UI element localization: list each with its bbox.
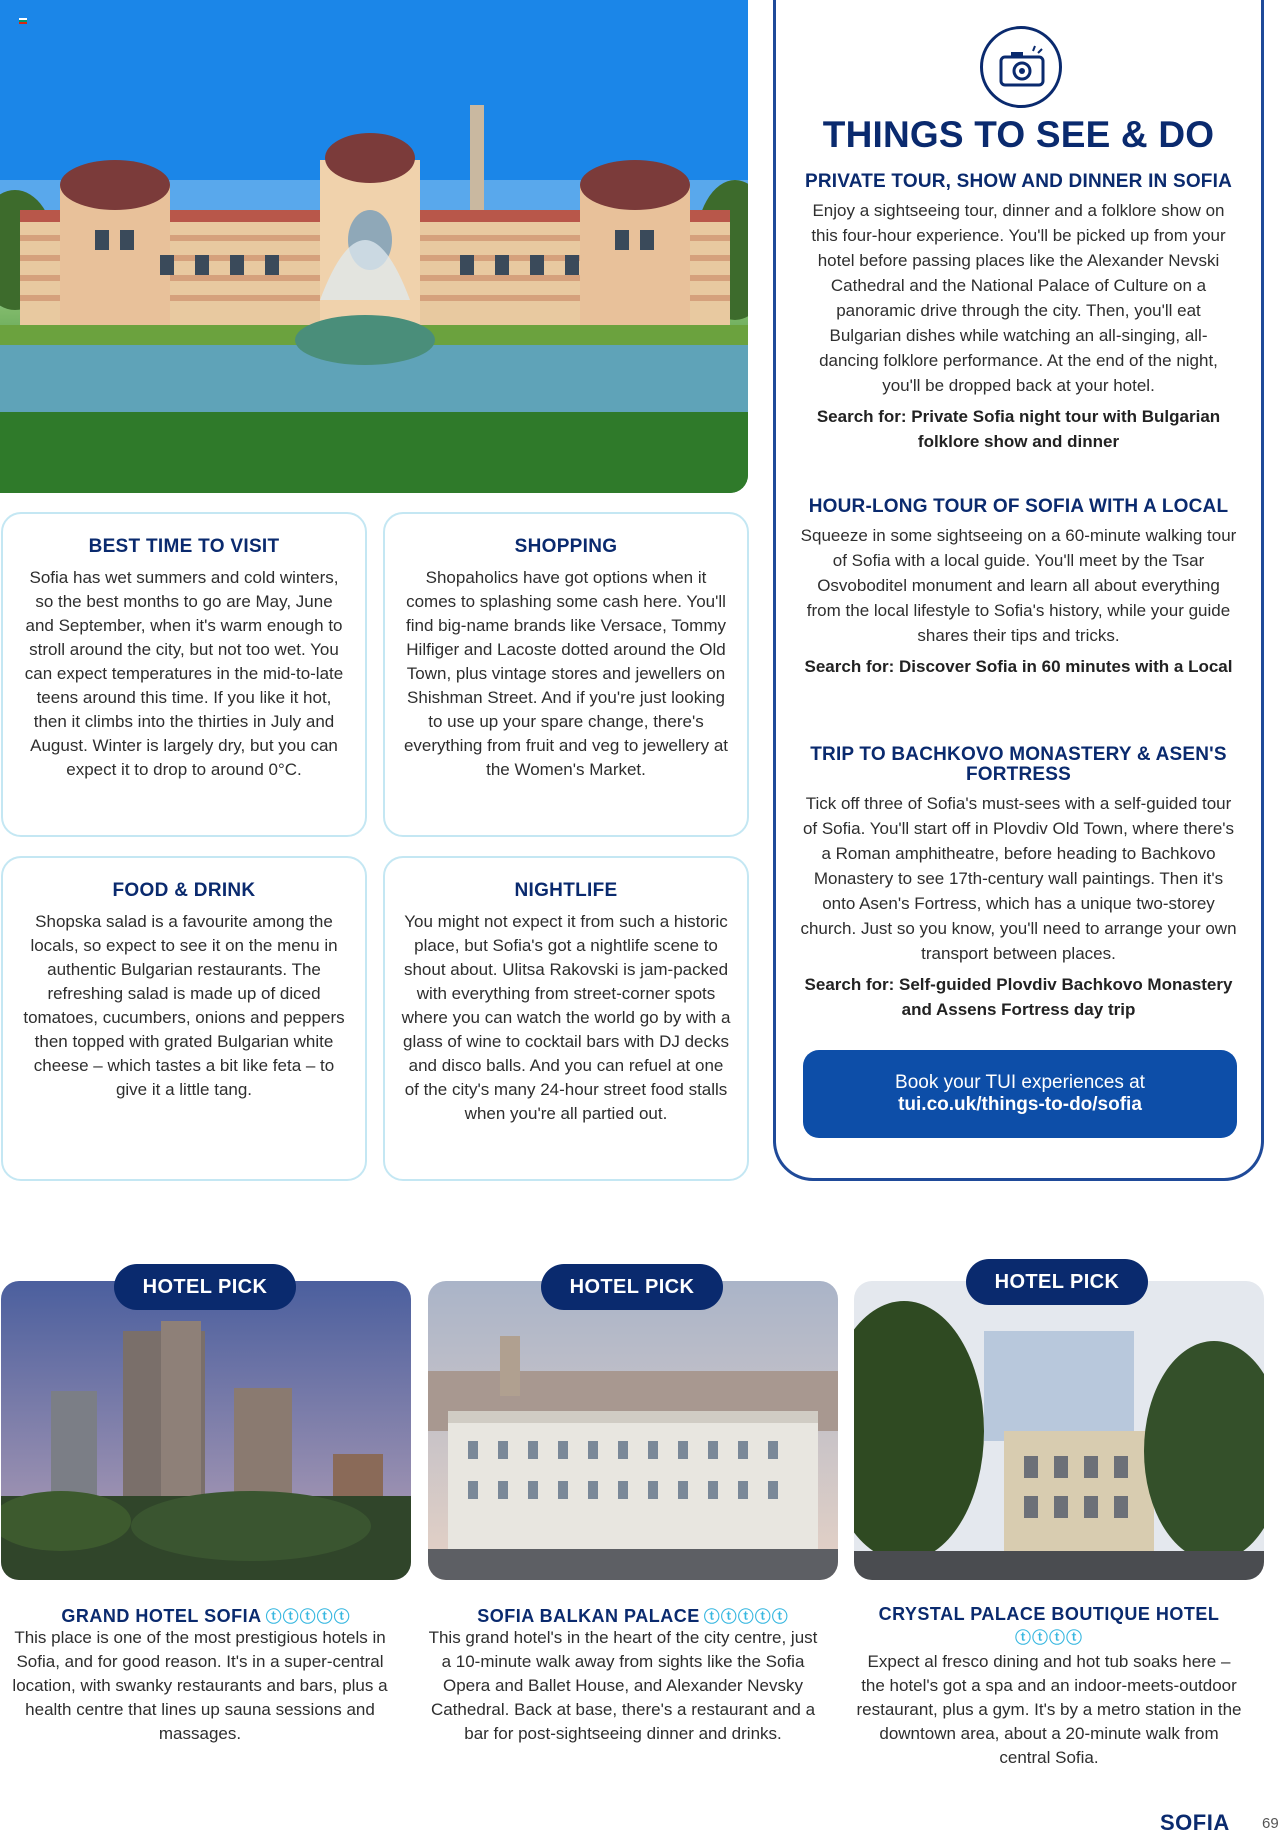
hotel-pick-badge: HOTEL PICK — [114, 1264, 296, 1310]
hero-photo-sofia-baths — [0, 0, 748, 493]
camera-icon — [980, 26, 1062, 108]
tui-rating-icon: ⓣⓣⓣⓣⓣ — [265, 1609, 351, 1626]
hotel-name-crystal-palace — [854, 1604, 1244, 1648]
card-title: SHOPPING — [514, 536, 618, 557]
card-nightlife — [383, 856, 749, 1181]
hotel-photo-crystal-palace — [854, 1281, 1264, 1580]
hotel-description: This place is one of the most prestigious hotels in Sofia, and for good reason. It's in a super-central location, with swanky restaurants and bars, plus a health centre that lines up sauna sessions and massages. — [12, 1628, 388, 1743]
card-title: FOOD & DRINK — [112, 880, 256, 901]
hotel-description: This grand hotel's in the heart of the city centre, just a 10-minute walk away from sights like the Sofia Opera and Ballet House, and Alexander Nevsky Cathedral. Back at base, there's a restaurant and a bar for post-sightseeing dinner and drinks. — [428, 1628, 818, 1743]
tui-rating-icon: ⓣⓣⓣⓣⓣ — [703, 1609, 789, 1626]
hotel-name-grand-hotel-sofia — [1, 1604, 411, 1627]
hotel-pick-badge: HOTEL PICK — [541, 1264, 723, 1310]
book-url-link[interactable]: tui.co.uk/things-to-do/sofia — [898, 1094, 1142, 1115]
card-text: Shopska salad is a favourite among the locals, so expect to see it on the menu in authentic Bulgarian restaurants. The refreshing salad is made up of diced tomatoes, cucumbers, onions and peppers then topped with grated Bulgarian white cheese – which tastes a bit like feta – to give it a little tang. — [23, 912, 345, 1099]
footer-section-title: SOFIA — [1160, 1810, 1230, 1835]
experience-body: Enjoy a sightseeing tour, dinner and a folklore show on this four-hour experience. You'll be picked up from your hotel before passing places like the Alexander Nevski Cathedral and the National Palace of Culture on a panoramic drive through the city. Then, you'll eat Bulgarian dishes while watching an all-singing, all-dancing folklore performance. At the end of the night, you'll be dropped back at your hotel. — [811, 201, 1226, 395]
book-label: Book your TUI experiences at — [895, 1072, 1145, 1093]
section-title: THINGS TO SEE & DO — [822, 114, 1215, 155]
experience-item — [800, 172, 1237, 454]
card-title: NIGHTLIFE — [514, 880, 618, 901]
hotel-name-text: GRAND HOTEL SOFIA — [61, 1606, 262, 1626]
book-experiences-button[interactable] — [803, 1050, 1237, 1138]
page-number: 69 — [1262, 1815, 1279, 1832]
card-text: Shopaholics have got options when it comes to splashing some cash here. You'll find big-name brands like Versace, Tommy Hilfiger and Lacoste dotted around the Old Town, plus vintage stores and jewellers on Shishman Street. And if you're just looking to use up your spare change, there's everything from fruit and veg to jewellery at the Women's Market. — [403, 568, 729, 779]
card-text: You might not expect it from such a historic place, but Sofia's got a nightlife scene to shout about. Ulitsa Rakovski is jam-packed with everything from street-corner spots where you can watch the world go by with a glass of wine to cocktail bars with DJ decks and disco balls. And you can refuel at one of the city's many 24-hour street food stalls when you're all partied out. — [401, 912, 731, 1123]
hotel-name-text: SOFIA BALKAN PALACE — [477, 1606, 700, 1626]
hotel-name-sofia-balkan-palace — [428, 1604, 838, 1627]
hotel-name-text: CRYSTAL PALACE BOUTIQUE HOTEL — [878, 1604, 1220, 1624]
hotel-description: Expect al fresco dining and hot tub soaks here – the hotel's got a spa and an indoor-meets-outdoor restaurant, plus a gym. It's by a metro station in the downtown area, about a 20-minute walk from central Sofia. — [856, 1652, 1242, 1767]
experience-title: PRIVATE TOUR, SHOW AND DINNER IN SOFIA — [804, 171, 1233, 192]
experience-title: HOUR-LONG TOUR OF SOFIA WITH A LOCAL — [808, 496, 1229, 517]
card-shopping — [383, 512, 749, 837]
card-best-time-to-visit — [1, 512, 367, 837]
experience-item — [800, 745, 1237, 1022]
card-title: BEST TIME TO VISIT — [88, 536, 280, 557]
card-food-drink — [1, 856, 367, 1181]
hotel-photo-sofia-balkan-palace — [428, 1281, 838, 1580]
experience-item — [800, 497, 1237, 679]
experience-title: TRIP TO BACHKOVO MONASTERY & ASEN'S FORTRESS — [810, 744, 1227, 785]
things-to-see-panel — [773, 0, 1264, 1181]
tui-rating-icon: ⓣⓣⓣⓣ — [1014, 1630, 1083, 1647]
experience-search: Search for: Private Sofia night tour with Bulgarian folklore show and dinner — [816, 407, 1221, 451]
hotel-pick-badge: HOTEL PICK — [966, 1259, 1148, 1305]
experience-search: Search for: Self-guided Plovdiv Bachkovo Monastery and Assens Fortress day trip — [804, 975, 1233, 1019]
experience-body: Squeeze in some sightseeing on a 60-minute walking tour of Sofia with a local guide. You'll meet by the Tsar Osvoboditel monument and learn all about everything from the local lifestyle to Sofia's history, while your guide shares their tips and tricks. — [800, 526, 1237, 645]
experience-search: Search for: Discover Sofia in 60 minutes with a Local — [804, 657, 1233, 676]
bulgaria-flag-icon — [19, 18, 27, 24]
experience-body: Tick off three of Sofia's must-sees with a self-guided tour of Sofia. You'll start off in Plovdiv Old Town, where there's a Roman amphitheatre, before heading to Bachkovo Monastery to see 17th-century wall paintings. Then it's onto Asen's Fortress, which has a unique two-storey church. Just so you know, you'll need to arrange your own transport between places. — [800, 794, 1237, 963]
card-text: Sofia has wet summers and cold winters, so the best months to go are May, June and September, when it's warm enough to stroll around the city, but not too wet. You can expect temperatures in the mid-to-late teens around this time. If you like it hot, then it climbs into the thirties in July and August. Winter is largely dry, but you can expect it to drop to around 0°C. — [24, 568, 344, 779]
hotel-photo-grand-hotel-sofia — [1, 1281, 411, 1580]
